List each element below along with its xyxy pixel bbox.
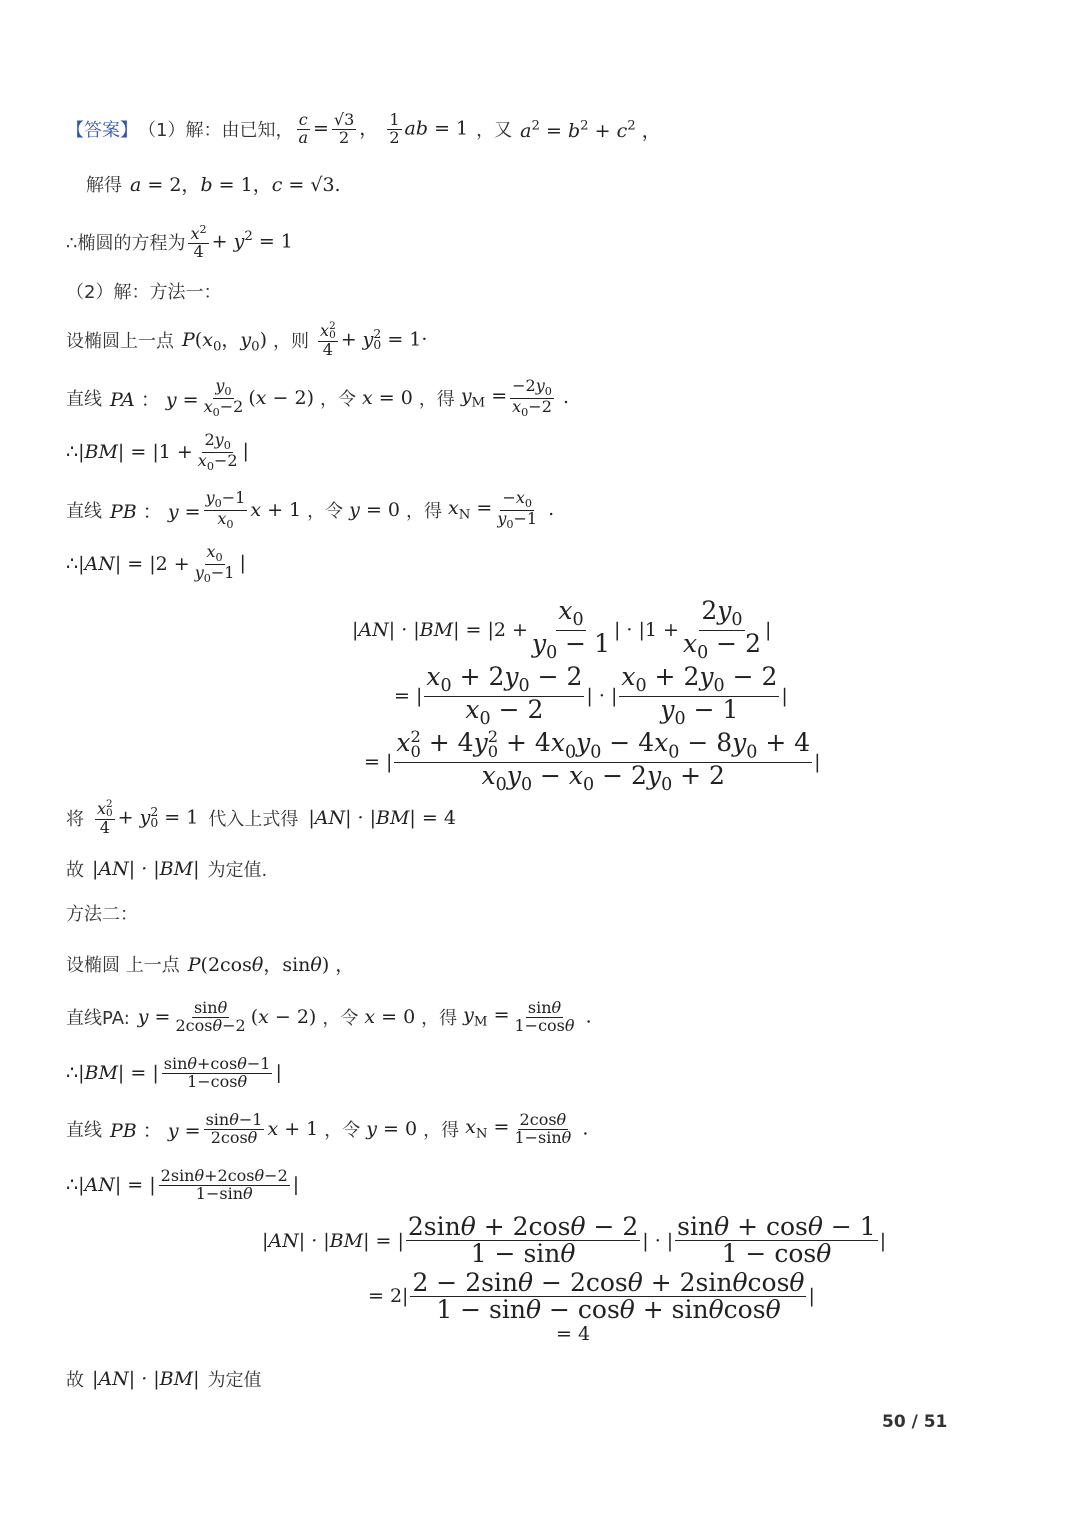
let-label: ，令 [319,389,356,411]
ellipse-eq-prefix: ∴椭圆的方程为 [66,233,186,255]
part1-intro: （1）解：由已知， [138,120,294,142]
derivation-row-3: = | x 2 0 + 4y 2 0 + $4x_0y_0 - 4x_0 - 8y_0 + 4$ $x_0y_0 - x_0 - 2y_0 + 2$ | [364,727,821,795]
answer-line-1 [66,112,661,147]
formula-abc: $a^2 = b^2 + c^2$ ， [520,118,661,142]
line-pa-line: 直线 PA ： y = $\frac{y_0}{x_0-2}$ (x − 2) ，令 x = 0 ，得 $y_M$ = $\frac{-2y_0}{x_0-2}$ . [66,376,569,419]
derivation-block-2 [262,1214,886,1345]
substitute-prefix: 将 [66,809,84,831]
answer-tag: 【答案】 [66,120,138,142]
line-pa-label: 直线 [66,389,102,411]
line-pa2-line: 直线PA: y = $\frac{\sin\theta}{2\cos\theta-2}$ (x − 2) ，令 x = 0 ，得 $y_M$ = $\frac{\sin\theta}{1-\cos\theta}$ . [66,998,592,1035]
conclusion-prefix-2: 故 [66,1370,84,1391]
derivation-row-1: |AN| · |BM| = |2 + $\frac{x_0}{y_0 - 1}$ | · |1 + $\frac{2y_0}{x_0 - 2}$ | [352,596,772,663]
set-point2-label: 设椭圆 上一点 [66,954,180,976]
an-line: ∴|AN| = |2 + $\frac{x_0}{y_0-1}$ | [66,542,246,585]
bm2-line: ∴|BM| = | $\frac{\sin\theta+\cos\theta-1}{1-\cos\theta}$ | [66,1054,282,1091]
line-pb2-line: 直线 PB ： y = $\frac{\sin\theta-1}{2\cos\theta}$ x + 1 ，令 y = 0 ，得 $x_N$ = $\frac{2\cos\theta}{1-\sin\theta}$ . [66,1110,589,1147]
an2-line: ∴|AN| = | $\frac{2\sin\theta+2\cos\theta-2}{1-\sin\theta}$ | [66,1166,300,1203]
formula-pb: PB ： y = [110,500,201,523]
formula-ellipse: $\frac{x^2}{4}$ + $y^2 = 1$ [190,223,293,261]
then-label: ，则 [273,331,310,353]
line-pb2-label: 直线 [66,1120,102,1142]
derivation2-row-3: = 4 [556,1323,591,1345]
set-point-line [66,322,427,359]
get-label-4: ，得 [423,1120,460,1142]
formula-bm: ∴|BM| = |1 + [66,441,193,464]
conclusion-prefix-1: 故 [66,860,84,881]
page-number: 50 / 51 [882,1412,948,1432]
substitute-line: 将 x 2 0 4 + y 2 0 = 1 代入上式得 |AN| · |BM| = 4 [66,798,456,837]
formula-eccentricity: $\frac{c}{a}$ = $\frac{√3}{2}$ ， $\frac{1}{2}$ ab = 1 [298,110,469,147]
formula-point: $P(x_0$，$y_0$) [182,329,268,356]
method2-heading [66,900,138,926]
bm-line: ∴|BM| = |1 + $\frac{2y_0}{x_0-2}$ | [66,430,249,473]
line-pb-label: 直线 [66,501,102,523]
let-label-2: ，令 [307,501,344,523]
derivation2-row-2: = 2| $\frac{2 - 2\sin\theta - 2\cos\theta + 2\sin\theta\cos\theta}{1 - \sin\theta - \cos\theta + \sin\theta\cos\theta}$ | [368,1267,815,1324]
formula-point-on-ellipse: x 2 0 4 + y 2 0 = 1· [320,320,428,359]
formula-values: a = 2，b = 1，c = √3. [130,174,341,196]
get-label: ，得 [418,389,455,411]
formula-xn: $x_N$ = [448,497,493,523]
set-point2-line [66,950,354,977]
conclusion-line-1: 故 |AN| · |BM| 为定值. [66,858,268,881]
formula-ym: $y_M$ = [460,385,508,411]
get-label-2: ，得 [406,501,442,523]
conclusion-line-2: 故 |AN| · |BM| 为定值 [66,1368,262,1391]
conclusion-suffix-1: 为定值. [207,860,268,881]
formula-an: ∴|AN| = |2 + [66,553,190,576]
formula-pa: PA ： y = [110,388,199,411]
line-pa2-label: 直线PA: [66,1008,130,1030]
line-pb-line: 直线 PB ： y = $\frac{y_0-1}{x_0}$ x + 1 ，令 y = 0 ，得 $x_N$ = $\frac{-x_0}{y_0-1}$ . [66,488,555,531]
solve-label: 解得 [86,174,122,196]
ellipse-equation-line [66,224,293,261]
get-label-3: ，得 [421,1008,458,1030]
also-text: ，又 [476,120,513,142]
derivation-row-2: = | $\frac{x_0 + 2y_0 - 2}{x_0 - 2}$ | · | $\frac{x_0 + 2y_0 - 2}{y_0 - 1}$ | [394,662,788,729]
derivation2-row-1: |AN| · |BM| = | $\frac{2\sin\theta + 2\cos\theta - 2}{1 - \sin\theta}$ | · | $\frac{\sin\theta + \cos\theta - 1}{1 - \cos\theta}$ | [262,1212,887,1269]
conclusion-suffix-2: 为定值 [207,1370,262,1391]
formula-point-theta: P(2cosθ，sinθ) ， [187,954,355,976]
solve-line [86,170,341,197]
set-point-label: 设椭圆上一点 [66,331,174,353]
derivation-block-1 [352,598,821,794]
substitute-mid: 代入上式得 [208,809,299,831]
formula-product-4: |AN| · |BM| = 4 [308,807,456,830]
part2-label: （2）解：方法一： [66,282,222,303]
method2-label: 方法二： [66,904,138,925]
let-label-3: ，令 [322,1008,359,1030]
let-label-4: ，令 [324,1120,361,1142]
part2-heading [66,278,221,304]
